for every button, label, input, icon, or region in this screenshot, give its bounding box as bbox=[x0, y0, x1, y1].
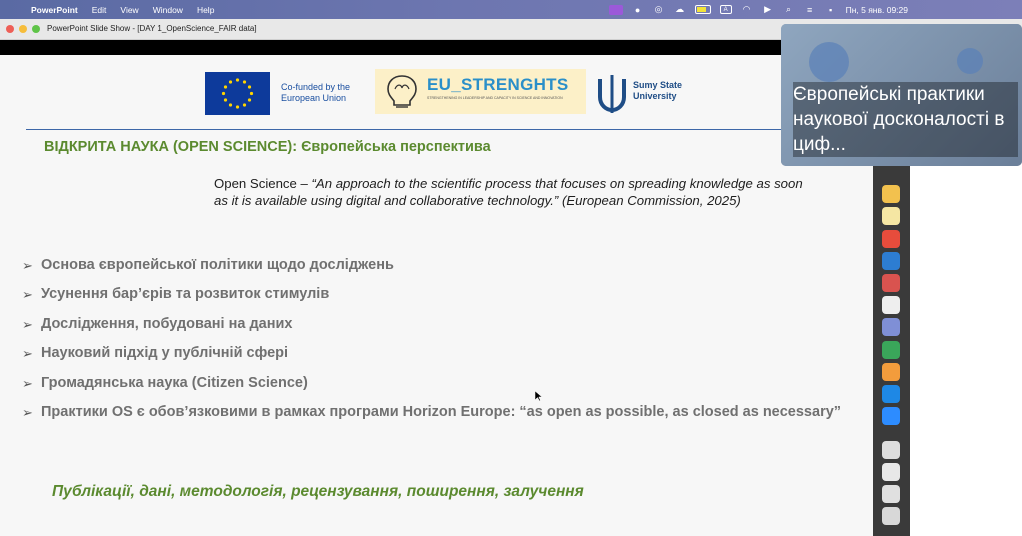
screen-share-icon[interactable] bbox=[609, 5, 623, 15]
app-icon[interactable] bbox=[882, 185, 900, 203]
search-icon[interactable]: ⌕ bbox=[786, 4, 792, 14]
sumy-emblem-icon bbox=[594, 73, 630, 115]
arrow-bullet-icon: ➢ bbox=[22, 375, 33, 391]
right-background bbox=[910, 165, 1022, 536]
menu-help[interactable]: Help bbox=[196, 4, 215, 15]
wifi-icon[interactable]: ◠ bbox=[742, 4, 751, 14]
control-center-icon[interactable]: ≡ bbox=[806, 4, 813, 15]
bullet-item bbox=[22, 398, 852, 427]
video-caption: Європейські практики наукової досконалості в циф... bbox=[793, 82, 1018, 157]
window-thumbnail-icon[interactable] bbox=[882, 485, 900, 503]
keyboard-input-icon[interactable]: A bbox=[720, 5, 732, 14]
bullet-item bbox=[22, 369, 852, 398]
university-name: Sumy State University bbox=[633, 80, 683, 101]
notes-icon[interactable] bbox=[882, 207, 900, 225]
eu-strenghts-subtitle: STRENGTHENING IN LEADERSHIP AND CAPACITY IN SCIENCE AND INNOVATION bbox=[427, 96, 563, 100]
bullet-text: Науковий підхід у публічній сфері bbox=[41, 345, 289, 362]
bullet-text: Усунення бар’єрів та розвиток стимулів bbox=[41, 286, 330, 303]
lightbulb-brain-icon bbox=[385, 74, 419, 110]
r-icon[interactable] bbox=[882, 318, 900, 336]
app-icon[interactable] bbox=[882, 341, 900, 359]
cloud-icon[interactable]: ☁ bbox=[675, 4, 685, 14]
zotero-icon[interactable] bbox=[882, 230, 900, 248]
bullet-list bbox=[22, 251, 852, 427]
bullet-text: Основа європейської політики щодо досліджень bbox=[41, 257, 394, 273]
quote-lead: Open Science – bbox=[214, 176, 312, 191]
arrow-bullet-icon: ➢ bbox=[22, 346, 33, 362]
sumy-university-logo bbox=[594, 73, 684, 115]
eu-strenghts-logo bbox=[375, 69, 586, 114]
chrome-icon[interactable]: ◎ bbox=[654, 4, 663, 14]
minimize-button[interactable] bbox=[19, 25, 27, 33]
menu-edit[interactable]: Edit bbox=[91, 4, 107, 15]
window-thumbnail-icon[interactable] bbox=[882, 463, 900, 481]
window-thumbnail-icon[interactable] bbox=[882, 507, 900, 525]
bullet-text: Громадянська наука (Citizen Science) bbox=[41, 374, 308, 391]
battery-icon[interactable] bbox=[695, 5, 711, 14]
app-icon[interactable] bbox=[882, 385, 900, 403]
menu-app[interactable]: PowerPoint bbox=[31, 4, 78, 15]
slide-footer: Публікації, дані, методологія, рецензування, поширення, залучення bbox=[52, 483, 584, 500]
zoom-app-icon[interactable] bbox=[882, 407, 900, 425]
bullet-item bbox=[22, 339, 852, 368]
window-thumbnail-icon[interactable] bbox=[882, 441, 900, 459]
slide bbox=[0, 55, 873, 536]
slide-heading: ВІДКРИТА НАУКА (OPEN SCIENCE): Європейська перспектива bbox=[44, 139, 491, 155]
video-overlay[interactable] bbox=[781, 24, 1022, 166]
eu-flag-logo bbox=[205, 72, 270, 115]
zoom-icon[interactable]: ● bbox=[634, 4, 641, 15]
close-button[interactable] bbox=[6, 25, 14, 33]
menu-view[interactable]: View bbox=[120, 4, 139, 15]
arrow-bullet-icon: ➢ bbox=[22, 258, 33, 273]
fullscreen-button[interactable] bbox=[32, 25, 40, 33]
menubar-clock[interactable]: Пн, 5 янв. 09:29 bbox=[845, 4, 908, 15]
app-icon[interactable] bbox=[882, 363, 900, 381]
app-icon[interactable] bbox=[882, 296, 900, 314]
arrow-bullet-icon: ➢ bbox=[22, 316, 33, 332]
play-icon[interactable]: ▶ bbox=[764, 4, 772, 14]
window-title: PowerPoint Slide Show - [DAY 1_OpenScience_FAIR data] bbox=[47, 24, 257, 33]
cofunded-text: Co-funded by the European Union bbox=[281, 82, 351, 103]
app-icon[interactable] bbox=[882, 274, 900, 292]
bullet-item bbox=[22, 251, 852, 280]
arrow-bullet-icon: ➢ bbox=[22, 287, 33, 303]
arrow-bullet-icon: ➢ bbox=[22, 405, 33, 421]
title-rule bbox=[26, 129, 848, 130]
decor-sphere bbox=[957, 48, 983, 74]
bullet-text: Дослідження, побудовані на даних bbox=[41, 315, 293, 332]
mouse-cursor-icon bbox=[535, 391, 543, 401]
menubar bbox=[0, 0, 1022, 19]
decor-sphere bbox=[809, 42, 849, 82]
bullet-text: Практики OS є обов’язковими в рамках програми Horizon Europe: “as open as possible, as closed as necessary” bbox=[41, 404, 842, 421]
app-icon[interactable] bbox=[882, 252, 900, 270]
bullet-item bbox=[22, 280, 852, 309]
menu-window[interactable]: Window bbox=[152, 4, 183, 15]
quote-body: “An approach to the scientific process that focuses on spreading knowledge as soon as it is available using digital and collaborative technology.” (European Commission, 2025) bbox=[214, 176, 803, 208]
bullet-item bbox=[22, 310, 852, 339]
open-science-definition bbox=[214, 175, 814, 209]
flag-icon[interactable]: ▪ bbox=[828, 4, 833, 15]
eu-strenghts-title: EU_STRENGHTS bbox=[427, 75, 569, 94]
